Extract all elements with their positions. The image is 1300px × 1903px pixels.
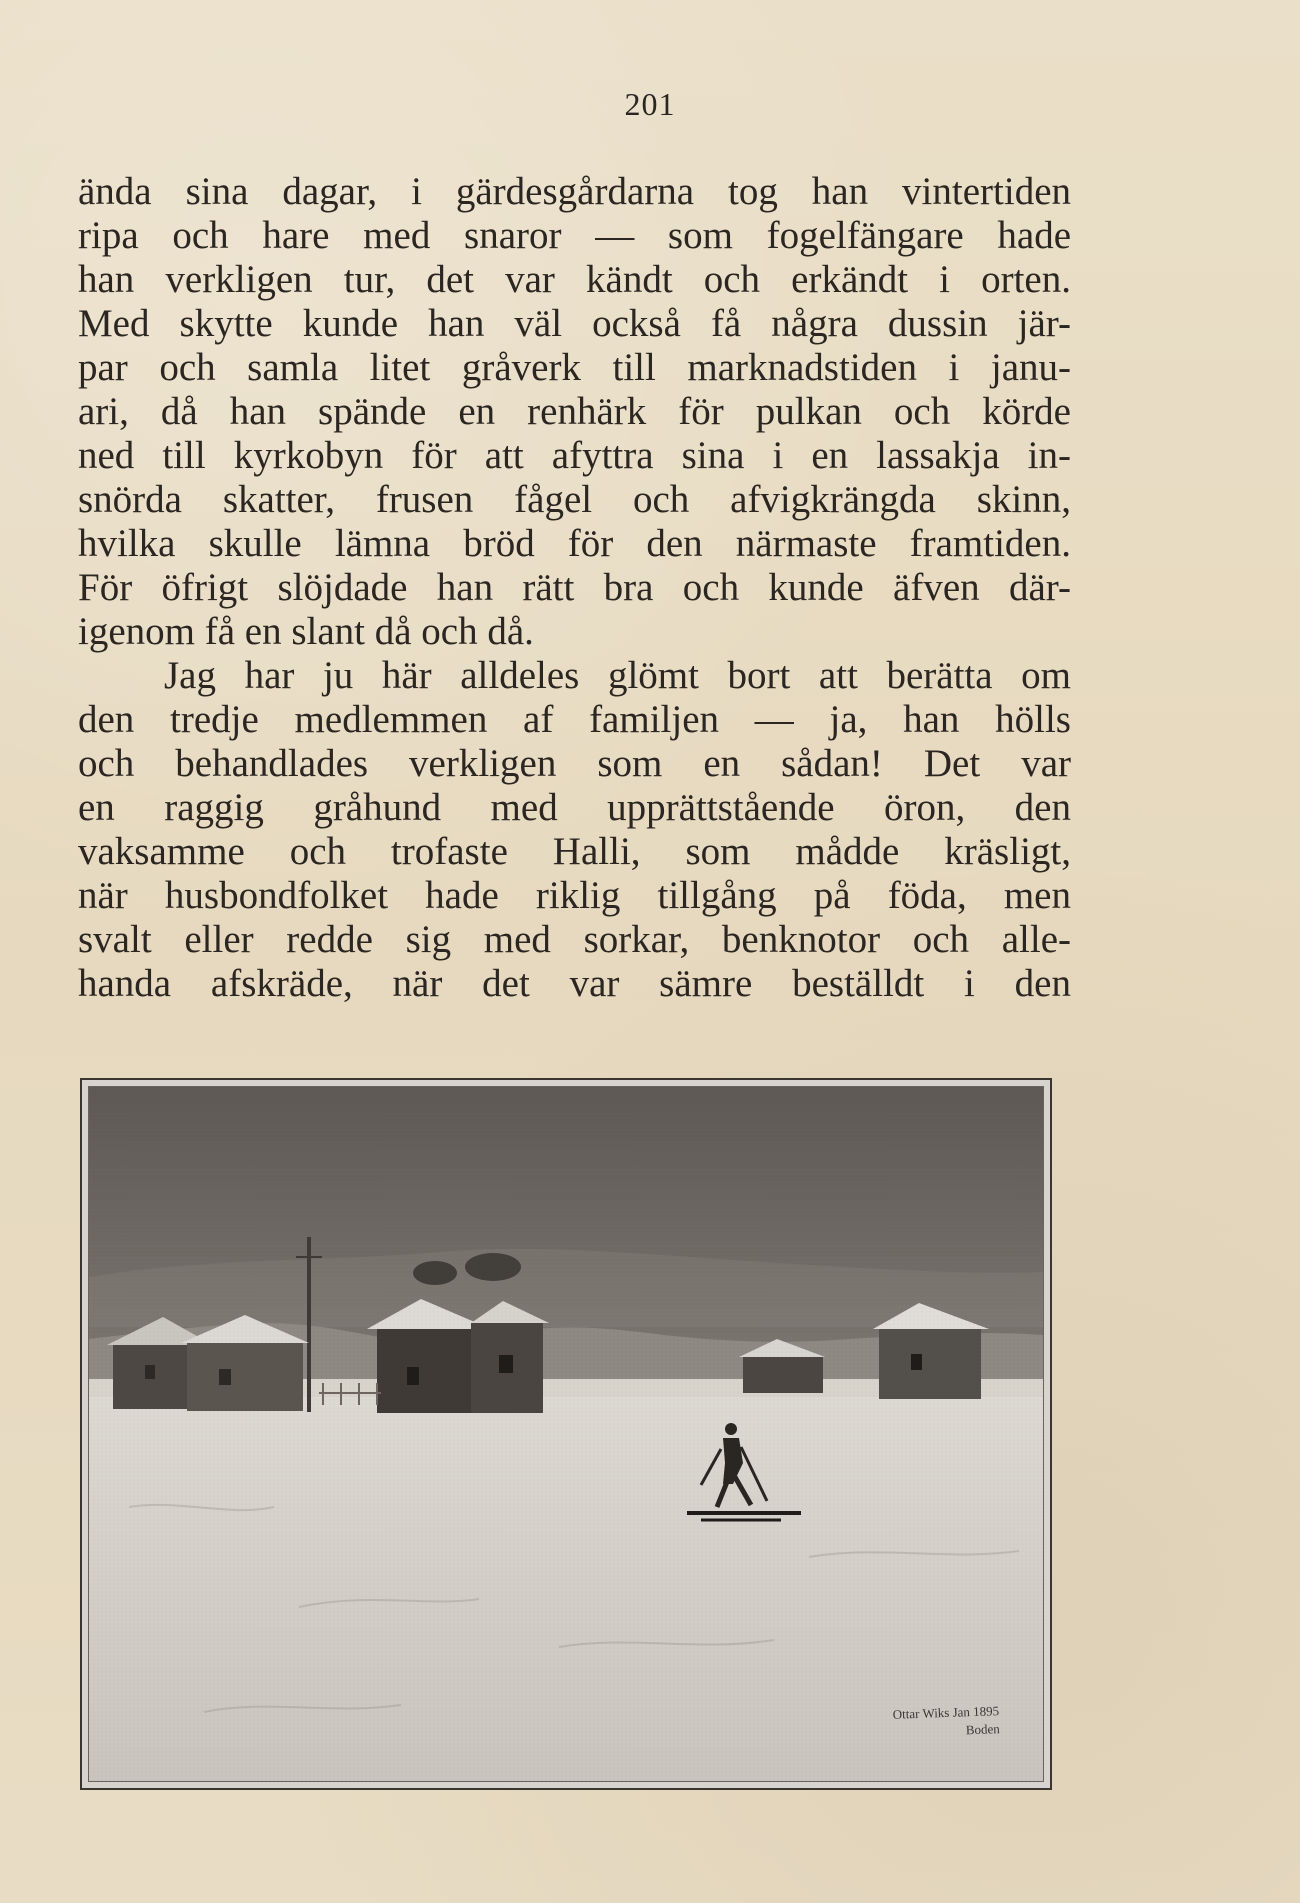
halftone-screen bbox=[89, 1087, 1043, 1781]
text-line: den tredje medlemmen af familjen — ja, han hölls bbox=[78, 698, 1071, 741]
artist-signature-line-1: Ottar Wiks Jan 1895 bbox=[891, 1703, 999, 1722]
text-line: par och samla litet gråverk till marknadstiden i janu- bbox=[78, 346, 1071, 389]
text-line: ripa och hare med snaror — som fogelfängare hade bbox=[78, 214, 1071, 257]
text-line: igenom få en slant då och då. bbox=[78, 610, 534, 653]
body-text bbox=[78, 170, 1071, 1006]
illustration-frame bbox=[80, 1078, 1052, 1790]
text-line: ända sina dagar, i gärdesgårdarna tog han vintertiden bbox=[78, 170, 1071, 213]
text-line: och behandlades verkligen som en sådan! Det var bbox=[78, 742, 1071, 785]
artist-signature-line-2: Boden bbox=[965, 1720, 1000, 1737]
text-line: hvilka skulle lämna bröd för den närmaste framtiden. bbox=[78, 522, 1071, 565]
page-number: 201 bbox=[624, 86, 676, 122]
text-line: handa afskräde, när det var sämre beställdt i den bbox=[78, 962, 1071, 1005]
text-line: Jag har ju här alldeles glömt bort att berätta om bbox=[164, 654, 1071, 697]
text-line: vaksamme och trofaste Halli, som mådde kräsligt, bbox=[78, 830, 1071, 873]
text-line: han verkligen tur, det var kändt och erkändt i orten. bbox=[78, 258, 1071, 301]
text-line: För öfrigt slöjdade han rätt bra och kunde äfven där- bbox=[78, 566, 1071, 609]
text-line: Med skytte kunde han väl också få några dussin jär- bbox=[78, 302, 1071, 345]
winter-village-illustration bbox=[88, 1086, 1044, 1782]
text-line: när husbondfolket hade riklig tillgång på föda, men bbox=[78, 874, 1071, 917]
winter-scene-graphic bbox=[89, 1087, 1043, 1781]
text-line: en raggig gråhund med upprättstående öron, den bbox=[78, 786, 1071, 829]
text-line: ari, då han spände en renhärk för pulkan och körde bbox=[78, 390, 1071, 433]
text-line: snörda skatter, frusen fågel och afvigkrängda skinn, bbox=[78, 478, 1071, 521]
text-line: svalt eller redde sig med sorkar, benknotor och alle- bbox=[78, 918, 1071, 961]
artist-signature bbox=[892, 1702, 1000, 1741]
text-line: ned till kyrkobyn för att afyttra sina i en lassakja in- bbox=[78, 434, 1071, 477]
